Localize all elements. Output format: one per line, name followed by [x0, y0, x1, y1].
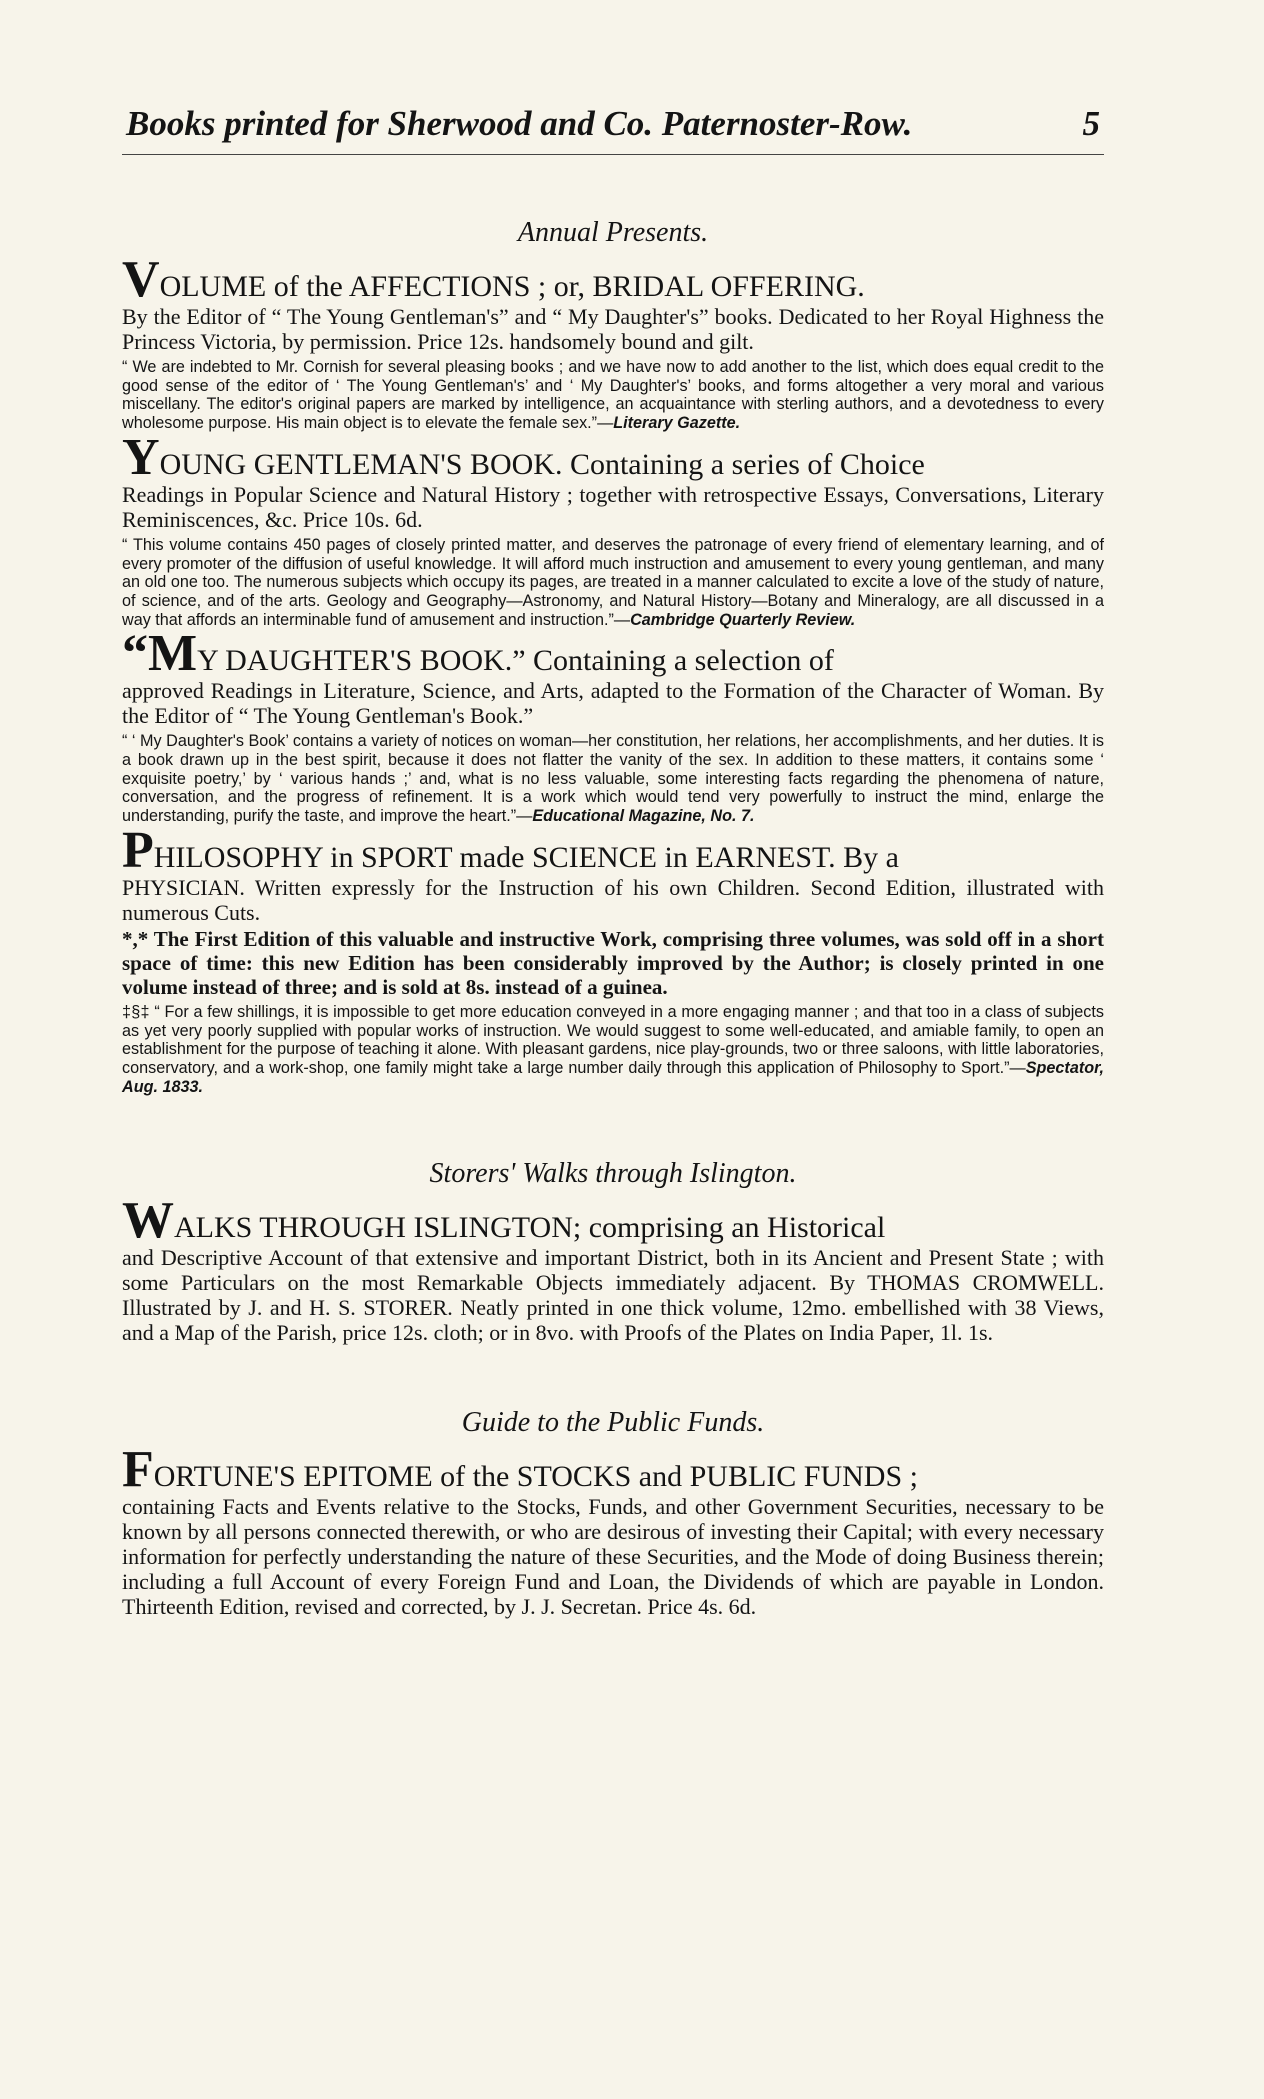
- entry-description: Readings in Popular Science and Natural History ; together with retrospective Essays, Conversations, Literary Reminiscences, &c. Price 10s. 6d.: [122, 481, 1104, 532]
- entry-review: [122, 536, 1104, 630]
- entry-heading: [122, 625, 1104, 683]
- entry-title: OLUME of the AFFECTIONS ; or, BRIDAL OFFERING.: [159, 270, 865, 303]
- book-entry-philosophy-in-sport: [122, 821, 1104, 1097]
- review-text: “ We are indebted to Mr. Cornish for several pleasing books ; and we have now to add another to the list, which does equal credit to the good sense of the editor of ‘ The Young Gentleman's’ and ‘ My Daughter's’ books, and forms altogether a very moral and various miscellany. The editor's original papers are marked by intelligence, an acquaintance with sterling authors, and a devotedness to every wholesome purpose. His main object is to elevate the female sex.”—: [122, 358, 1104, 433]
- entry-heading: [122, 428, 1104, 486]
- entry-title: Y DAUGHTER'S BOOK.” Containing a selection of: [197, 644, 834, 678]
- drop-cap: F: [122, 1441, 154, 1499]
- entry-title: HILOSOPHY in SPORT made SCIENCE in EARNEST. By a: [153, 840, 899, 874]
- drop-cap: Y: [122, 428, 160, 486]
- entry-review: [122, 358, 1104, 433]
- book-entry-fortunes-epitome: [122, 1441, 1104, 1620]
- entry-description: containing Facts and Events relative to the Stocks, Funds, and other Government Securities, necessary to be known by all persons connected therewith, or who are desirous of investing their Capital; with every necessary information for perfectly understanding the nature of these Securities, and the Mode of doing Business therein; including a full Account of every Foreign Fund and Loan, the Dividends of which are payable in London. Thirteenth Edition, revised and corrected, by J. J. Secretan. Price 4s. 6d.: [122, 1494, 1104, 1620]
- drop-cap: P: [122, 821, 154, 879]
- entry-heading: [122, 1441, 1104, 1499]
- section-title-public-funds: Guide to the Public Funds.: [461, 1407, 765, 1439]
- review-source: Cambridge Quarterly Review.: [630, 610, 856, 629]
- book-entry-my-daughters-book: [122, 625, 1104, 826]
- entry-heading: [122, 1192, 1104, 1250]
- entry-title: OUNG GENTLEMAN'S BOOK. Containing a series of Choice: [159, 447, 925, 481]
- section-title-annual-presents: Annual Presents.: [517, 217, 709, 248]
- drop-cap: W: [122, 1192, 174, 1250]
- entry-heading: [122, 821, 1104, 879]
- review-source: Educational Magazine, No. 7.: [532, 807, 755, 826]
- drop-cap: “M: [122, 625, 198, 683]
- entry-description: approved Readings in Literature, Science, and Arts, adapted to the Formation of the Character of Woman. By the Editor of “ The Young Gentleman's Book.”: [122, 678, 1104, 729]
- review-text: ‡§‡ “ For a few shillings, it is impossible to get more education conveyed in a more engaging manner ; and that too in a class of subjects as yet very poorly supplied with popular works of instruction. We would suggest to some well-educated, and amiable family, to open an establishment for the purpose of teaching it alone. With pleasant gardens, nice play-grounds, two or three saloons, with little laboratories, conservatory, and a work-shop, one family might take a large number daily through this application of Philosophy to Sport.”—: [122, 1002, 1104, 1077]
- page-number: 5: [1082, 104, 1100, 143]
- book-entry-young-gentlemans-book: [122, 428, 1104, 630]
- review-text: “ This volume contains 450 pages of closely printed matter, and deserves the patronage of every friend of elementary learning, and of every promoter of the diffusion of useful knowledge. It will afford much instruction and amusement to every young gentleman, and many an old one too. The numerous subjects which occupy its pages, are treated in a manner calculated to excite a love of the study of nature, of science, and of the arts. Geology and Geography—Astronomy, and Natural History—Botany and Mineralogy, are all discussed in a way that affords an interminable fund of amusement and instruction.”—: [122, 535, 1104, 629]
- book-entry-volume-of-affections: [122, 251, 1104, 433]
- entry-review: [122, 732, 1104, 826]
- entry-description: PHYSICIAN. Written expressly for the Instruction of his own Children. Second Edition, illustrated with numerous Cuts.: [122, 874, 1104, 925]
- entry-title: ORTUNE'S EPITOME of the STOCKS and PUBLIC FUNDS ;: [153, 1460, 918, 1494]
- review-source: Spectator, Aug. 1833.: [122, 1058, 1104, 1096]
- running-head-title: Books printed for Sherwood and Co. Paternoster-Row.: [126, 104, 913, 143]
- review-source: Literary Gazette.: [613, 414, 741, 433]
- drop-cap: V: [122, 251, 160, 308]
- entry-title: ALKS THROUGH ISLINGTON; comprising an Historical: [174, 1211, 886, 1245]
- entry-note: *,* The First Edition of this valuable and instructive Work, comprising three volumes, was sold off in a short space of time: this new Edition has been considerably improved by the Author; is closely printed in one volume instead of three; and is sold at 8s. instead of a guinea.: [122, 926, 1104, 999]
- entry-description: and Descriptive Account of that extensive and important District, both in its Ancient and Present State ; with some Particulars on the most Remarkable Objects immediately adjacent. By THOMAS CROMWELL. Illustrated by J. and H. S. STORER. Neatly printed in one thick volume, 12mo. embellished with 38 Views, and a Map of the Parish, price 12s. cloth; or in 8vo. with Proofs of the Plates on India Paper, 1l. 1s.: [122, 1245, 1104, 1346]
- entry-description: By the Editor of “ The Young Gentleman's” and “ My Daughter's” books. Dedicated to her Royal Highness the Princess Victoria, by permission. Price 12s. handsomely bound and gilt.: [122, 304, 1104, 354]
- entry-review: [122, 1003, 1104, 1097]
- entry-heading: [122, 251, 1104, 308]
- book-entry-walks-through-islington: [122, 1192, 1104, 1346]
- section-title-storers-walks: Storers' Walks through Islington.: [429, 1158, 797, 1190]
- review-text: “ ‘ My Daughter's Book’ contains a variety of notices on woman—her constitution, her relations, her accomplishments, and her duties. It is a book drawn up in the best spirit, because it does not flatter the vanity of the sex. In addition to these matters, it contains some ‘ exquisite poetry,’ by ‘ various hands ;’ and, what is no less valuable, some interesting facts regarding the phenomena of nature, conversation, and the progress of refinement. It is a work which would tend very powerfully to instruct the mind, enlarge the understanding, purify the taste, and improve the heart.”—: [122, 732, 1104, 826]
- running-head: [122, 104, 1104, 155]
